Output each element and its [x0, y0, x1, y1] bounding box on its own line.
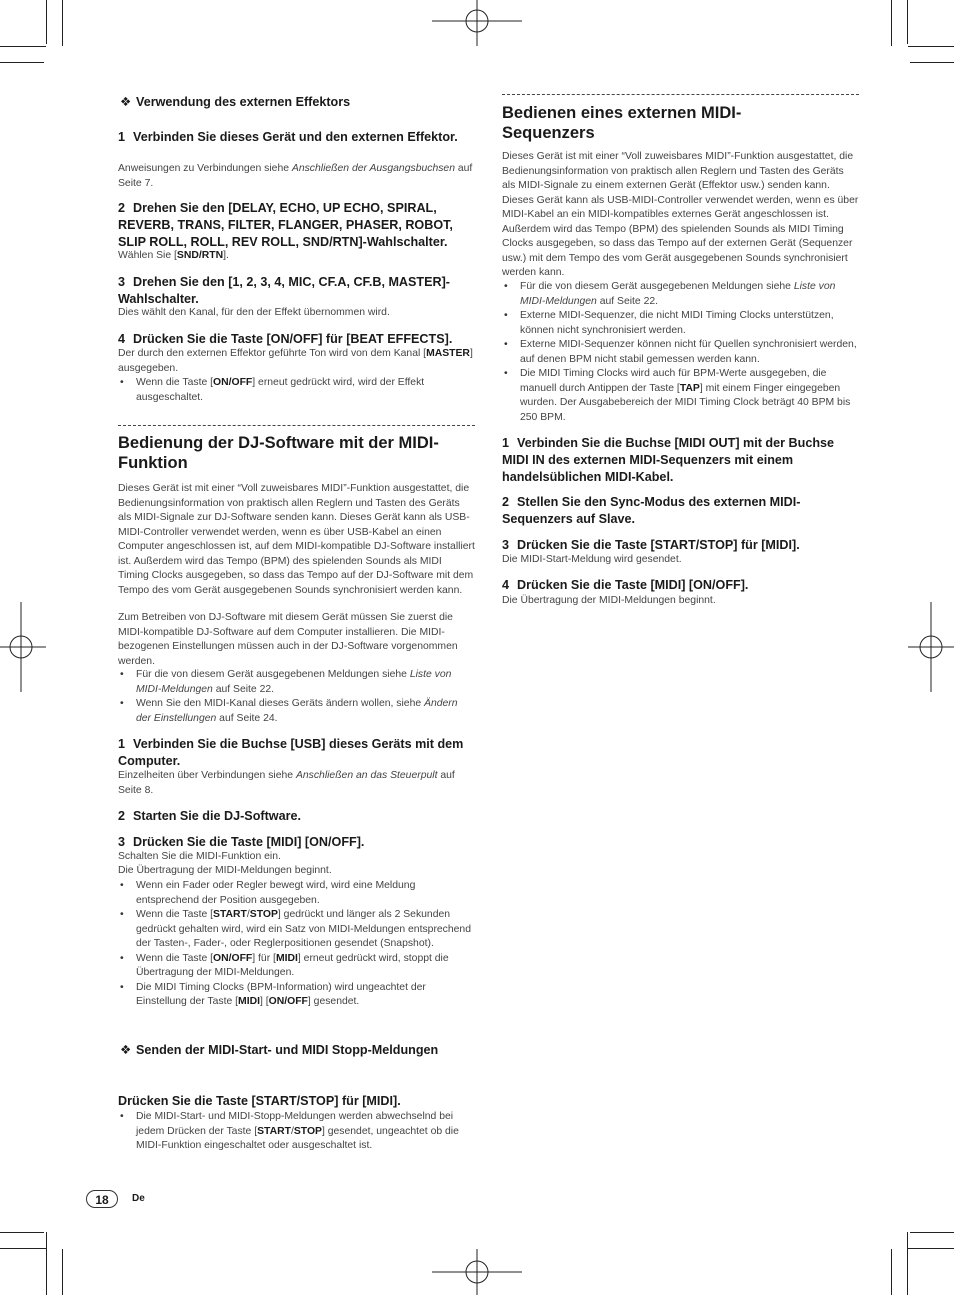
step-heading: 3 Drehen Sie den [1, 2, 3, 4, MIC, CF.A, CF.B, MASTER]-Wahlschalter. — [118, 275, 451, 306]
section-title: Bedienung der DJ-Software mit der MIDI-Funktion — [118, 434, 439, 472]
language-code: De — [132, 1193, 145, 1204]
step-heading: 1 Verbinden Sie die Buchse [USB] dieses Geräts mit dem Computer. — [118, 737, 464, 768]
section-title: Bedienen eines externen MIDI-Sequenzers — [502, 104, 742, 142]
step-description: Wählen Sie [SND/RTN]. — [118, 250, 229, 261]
registration-mark-icon — [908, 602, 954, 692]
bullet-list — [118, 668, 475, 726]
registration-mark-icon — [432, 1249, 522, 1295]
step-heading: 1 Verbinden Sie dieses Gerät und den externen Effektor. — [118, 130, 458, 144]
list-item: • Für die von diesem Gerät ausgegebenen Meldungen siehe Liste von MIDI-Meldungen auf Seite 22. — [502, 280, 859, 309]
list-item: • Wenn die Taste [ON/OFF] für [MIDI] erneut gedrückt wird, stoppt die Übertragung der MIDI-Meldungen. — [118, 952, 475, 981]
step-heading: 1 Verbinden Sie die Buchse [MIDI OUT] mit der Buchse MIDI IN des externen MIDI-Sequenzers mit einem handelsüblichen MIDI-Kabel. — [502, 436, 835, 484]
step-heading: 4 Drücken Sie die Taste [ON/OFF] für [BEAT EFFECTS]. — [118, 332, 453, 346]
list-item: • Wenn die Taste [ON/OFF] erneut gedrückt wird, wird der Effekt ausgeschaltet. — [118, 376, 475, 405]
bullet-list — [118, 1110, 475, 1154]
step-description: Die Übertragung der MIDI-Meldungen beginnt. — [118, 865, 332, 876]
page-number: 18 — [86, 1190, 118, 1208]
step-heading: 2 Drehen Sie den [DELAY, ECHO, UP ECHO, SPIRAL, REVERB, TRANS, FILTER, FLANGER, PHASER, ROBOT, SLIP ROLL, ROLL, REV ROLL, SND/RTN]-Wahlschalter. — [118, 201, 453, 249]
step-description: Die MIDI-Start-Meldung wird gesendet. — [502, 554, 682, 565]
list-item: • Wenn Sie den MIDI-Kanal dieses Geräts ändern wollen, siehe Ändern der Einstellungen auf Seite 24. — [118, 697, 475, 726]
step-heading: 3 Drücken Sie die Taste [MIDI] [ON/OFF]. — [118, 835, 365, 849]
bullet-list — [118, 376, 475, 405]
step-heading: 4 Drücken Sie die Taste [MIDI] [ON/OFF]. — [502, 578, 749, 592]
section-intro: Dieses Gerät ist mit einer “Voll zuweisbares MIDI”-Funktion ausgestattet, die Bedienungsinformation von praktisch allen Reglern und Tasten des Geräts als MIDI-Signale zu einem externen Gerät (Effektor usw.) senden kann. Dieses Gerät kann als USB-MIDI-Controller verwendet werden, wenn es über MIDI-Kabel an ein MIDI-kompatibles externes Gerät angeschlossen ist. Außerdem wird das Tempo (BPM) des spielenden Sounds als MIDI Timing Clocks ausgegeben, so dass das Tempo auf der externen Gerät (Sequenzer usw.) mit dem Tempo des vom Gerät ausgegebenen Sounds synchronisiert werden kann. — [502, 151, 859, 278]
section-divider — [502, 94, 859, 95]
bullet-list — [118, 879, 475, 1010]
section-intro: Zum Betreiben von DJ-Software mit diesem Gerät müssen Sie zuerst die MIDI-kompatible DJ-Software auf dem Computer installieren. Die MIDI-bezogenen Einstellungen müssen auch in der DJ-Software vorgenommen werden. — [118, 612, 458, 667]
list-item: • Die MIDI-Start- und MIDI-Stopp-Meldungen werden abwechselnd bei jedem Drücken der Taste [START/STOP] gesendet, ungeachtet ob die MIDI-Funktion eingeschaltet oder ausgeschaltet ist. — [118, 1110, 475, 1154]
list-item: • Die MIDI Timing Clocks wird auch für BPM-Werte ausgegeben, die manuell durch Antippen der Taste [TAP] mit einem Finger eingegeben wurden. Der Ausgabebereich der MIDI Timing Clock beträgt 40 BPM bis 250 BPM. — [502, 367, 859, 425]
step-description: Der durch den externen Effektor geführte Ton wird von dem Kanal [MASTER] ausgegeben. — [118, 348, 473, 374]
step-description: Die Übertragung der MIDI-Meldungen beginnt. — [502, 595, 716, 606]
list-item: • Die MIDI Timing Clocks (BPM-Information) wird ungeachtet der Einstellung der Taste [MIDI] [ON/OFF] gesendet. — [118, 981, 475, 1010]
subheading-external-effector: ❖ Verwendung des externen Effektors — [120, 95, 351, 109]
step-heading: 2 Starten Sie die DJ-Software. — [118, 809, 301, 823]
step-description: Anweisungen zu Verbindungen siehe Anschließen der Ausgangsbuchsen auf Seite 7. — [118, 163, 473, 189]
step-description: Dies wählt den Kanal, für den der Effekt übernommen wird. — [118, 307, 390, 318]
list-item: • Für die von diesem Gerät ausgegebenen Meldungen siehe Liste von MIDI-Meldungen auf Seite 22. — [118, 668, 475, 697]
section-divider — [118, 425, 475, 426]
list-item: • Externe MIDI-Sequenzer können nicht für Quellen synchronisiert werden, auf denen BPM nicht stabil gemessen werden kann. — [502, 338, 859, 367]
step-heading: 3 Drücken Sie die Taste [START/STOP] für [MIDI]. — [502, 538, 800, 552]
list-item: • Wenn ein Fader oder Regler bewegt wird, wird eine Meldung entsprechend der Position ausgegeben. — [118, 879, 475, 908]
registration-mark-icon — [432, 0, 522, 46]
section-intro: Dieses Gerät ist mit einer “Voll zuweisbares MIDI”-Funktion ausgestattet, die Bedienungsinformation von praktisch allen Reglern und Tasten des Geräts als MIDI-Signale zur DJ-Software senden kann. Dieses Gerät kann als USB-MIDI-Controller verwendet werden, wenn es über USB-Kabel an einen Computer angeschlossen ist, auf dem MIDI-kompatible DJ-Software installiert ist. Außerdem wird das Tempo (BPM) des spielenden Sounds als MIDI Timing Clocks ausgegeben, so dass das Tempo auf der DJ-Software mit dem Tempo des vom Gerät ausgegebenen Sounds synchronisiert werden kann. — [118, 483, 475, 596]
diamond-bullet-icon: ❖ — [120, 95, 132, 109]
list-item: • Externe MIDI-Sequenzer, die nicht MIDI Timing Clocks unterstützen, können nicht synchronisiert werden. — [502, 309, 859, 338]
step-description: Einzelheiten über Verbindungen siehe Anschließen an das Steuerpult auf Seite 8. — [118, 770, 455, 796]
step-heading: 2 Stellen Sie den Sync-Modus des externen MIDI-Sequenzers auf Slave. — [502, 495, 801, 526]
bullet-list — [502, 280, 859, 425]
step-description: Schalten Sie die MIDI-Funktion ein. — [118, 851, 281, 862]
subheading-midi-start-stop: ❖ Senden der MIDI-Start- und MIDI Stopp-Meldungen — [120, 1043, 439, 1057]
list-item: • Wenn die Taste [START/STOP] gedrückt und länger als 2 Sekunden gedrückt gehalten wird, wird ein Satz von MIDI-Meldungen entsprechend der Tasten-, Fader-, oder Reglerpositionen gesendet (Snapshot). — [118, 908, 475, 952]
diamond-bullet-icon: ❖ — [120, 1043, 132, 1057]
registration-mark-icon — [0, 602, 46, 692]
step-heading: Drücken Sie die Taste [START/STOP] für [MIDI]. — [118, 1094, 401, 1108]
